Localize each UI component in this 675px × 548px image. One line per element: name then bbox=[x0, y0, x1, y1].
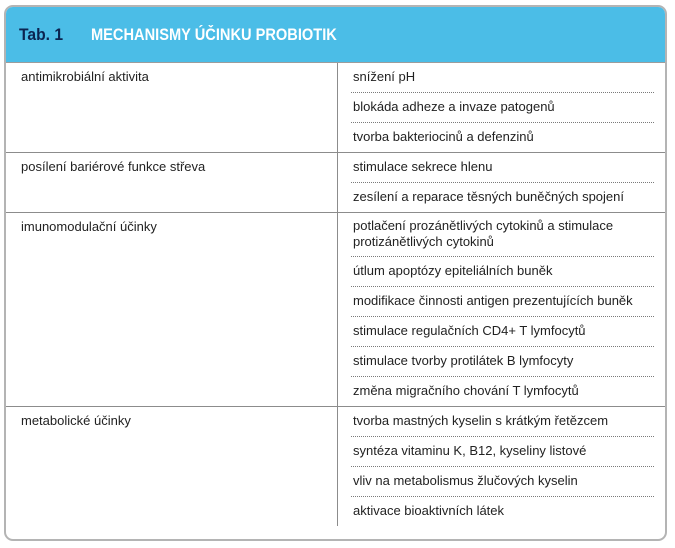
table-title: MECHANISMY ÚČINKU PROBIOTIK bbox=[91, 24, 337, 44]
mechanism-item: snížení pH bbox=[351, 63, 654, 93]
mechanism-item: blokáda adheze a invaze patogenů bbox=[351, 93, 654, 123]
table-group-barrier bbox=[6, 153, 665, 213]
category-cell: antimikrobiální aktivita bbox=[6, 63, 338, 152]
table-group-antimicrobial bbox=[6, 63, 665, 153]
table-number: Tab. 1 bbox=[19, 24, 64, 44]
mechanism-item: syntéza vitaminu K, B12, kyseliny listové bbox=[351, 437, 654, 467]
mechanism-item: zesílení a reparace těsných buněčných spojení bbox=[353, 189, 625, 204]
mechanism-item: změna migračního chování T lymfocytů bbox=[353, 383, 579, 398]
mechanism-item: stimulace regulačních CD4+ T lymfocytů bbox=[351, 317, 654, 347]
table-frame bbox=[4, 5, 667, 541]
mechanism-item: modifikace činnosti antigen prezentujících buněk bbox=[351, 287, 654, 317]
mechanism-item: tvorba bakteriocinů a defenzinů bbox=[353, 129, 534, 144]
mechanism-item: potlačení prozánětlivých cytokinů a stimulace protizánětlivých cytokinů bbox=[351, 213, 654, 257]
table-group-immunomodulation bbox=[6, 213, 665, 407]
category-cell: posílení bariérové funkce střeva bbox=[6, 153, 338, 212]
category-cell: metabolické účinky bbox=[6, 407, 338, 526]
table-group-metabolic bbox=[6, 407, 665, 526]
mechanism-item: útlum apoptózy epiteliálních buněk bbox=[351, 257, 654, 287]
mechanism-item: tvorba mastných kyselin s krátkým řetězcem bbox=[351, 407, 654, 437]
mechanism-item: stimulace tvorby protilátek B lymfocyty bbox=[351, 347, 654, 377]
mechanism-list bbox=[338, 153, 665, 212]
mechanism-list bbox=[338, 213, 665, 406]
mechanisms-table bbox=[6, 63, 665, 526]
table-header bbox=[6, 7, 665, 63]
mechanism-item: stimulace sekrece hlenu bbox=[351, 153, 654, 183]
mechanism-list bbox=[338, 407, 665, 526]
mechanism-list bbox=[338, 63, 665, 152]
category-cell: imunomodulační účinky bbox=[6, 213, 338, 406]
mechanism-item: vliv na metabolismus žlučových kyselin bbox=[351, 467, 654, 497]
mechanism-item: aktivace bioaktivních látek bbox=[353, 503, 505, 518]
